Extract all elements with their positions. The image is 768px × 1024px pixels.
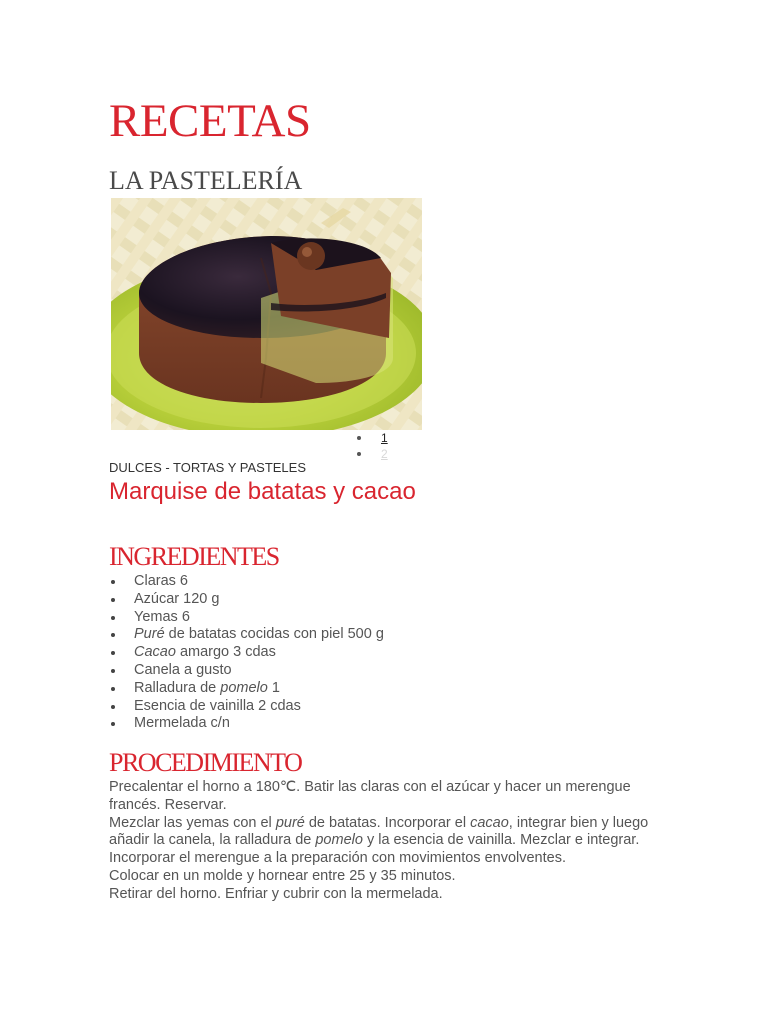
pager-item-2[interactable]: [353, 446, 388, 462]
procedure-step: Retirar del horno. Enfriar y cubrir con la mermelada.: [109, 885, 443, 902]
pager-item-1[interactable]: [353, 430, 388, 446]
section-title: LA PASTELERÍA: [109, 166, 303, 195]
cake-photo: [111, 198, 422, 430]
ingredient-item: Puré de batatas cocidas con piel 500 g: [109, 626, 384, 644]
ingredient-item: Canela a gusto: [109, 662, 384, 680]
ingredient-item: Esencia de vainilla 2 cdas: [109, 698, 384, 716]
recipe-category: DULCES - TORTAS Y PASTELES: [109, 460, 306, 475]
ingredients-heading: INGREDIENTES: [109, 542, 279, 571]
procedure-heading: PROCEDIMIENTO: [109, 748, 302, 777]
pager: [353, 430, 388, 462]
procedure-step: Incorporar el merengue a la preparación con movimientos envolventes.: [109, 850, 566, 867]
ingredient-item: Ralladura de pomelo 1: [109, 680, 384, 698]
procedure-step: Colocar en un molde y hornear entre 25 y 35 minutos.: [109, 867, 456, 884]
ingredient-item: Mermelada c/n: [109, 715, 384, 733]
recipe-title: Marquise de batatas y cacao: [109, 478, 416, 505]
procedure-step: Precalentar el horno a 180℃. Batir las claras con el azúcar y hacer un merengue francés. Reservar.: [109, 779, 631, 813]
ingredients-list: [109, 573, 384, 733]
ingredient-item: Yemas 6: [109, 609, 384, 627]
ingredient-item: Claras 6: [109, 573, 384, 591]
pager-link-1[interactable]: 1: [381, 431, 388, 445]
procedure-step: Mezclar las yemas con el puré de batatas. Incorporar el cacao, integrar bien y luego añadir la canela, la ralladura de pomelo y la esencia de vainilla. Mezclar e integrar.: [109, 814, 649, 849]
ingredient-item: Cacao amargo 3 cdas: [109, 644, 384, 662]
procedure-text: [109, 779, 669, 904]
pager-link-2[interactable]: 2: [381, 447, 388, 461]
ingredient-item: Azúcar 120 g: [109, 591, 384, 609]
page-title: RECETAS: [109, 95, 311, 147]
